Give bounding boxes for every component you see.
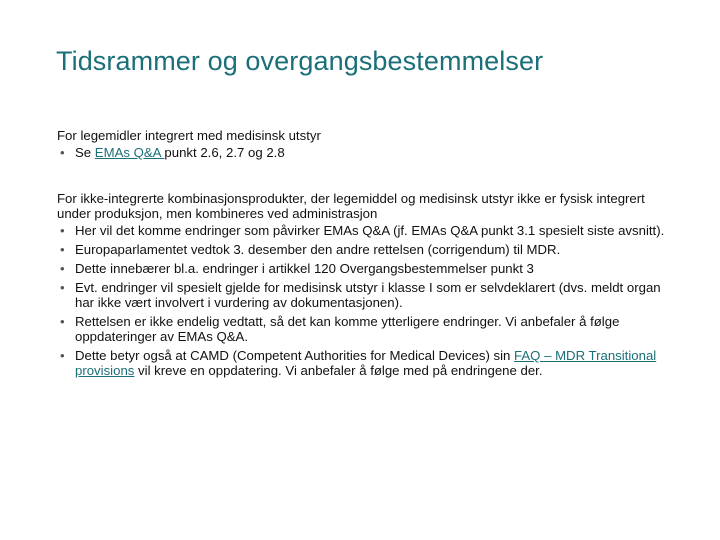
slide-title: Tidsrammer og overgangsbestemmelser	[56, 46, 544, 76]
list-item	[57, 348, 667, 378]
bullet-text: vil kreve en oppdatering. Vi anbefaler å følge med på endringene der.	[134, 363, 543, 378]
list-item: • Europaparlamentet vedtok 3. desember den andre rettelsen (corrigendum) til MDR.	[57, 242, 667, 257]
slide-body	[57, 128, 667, 382]
bullet-text: Dette betyr også at CAMD (Competent Authorities for Medical Devices) sin	[75, 348, 515, 363]
list-item: • Rettelsen er ikke endelig vedtatt, så det kan komme ytterligere endringer. Vi anbefaler å følge oppdateringer av EMAs Q&A.	[57, 314, 667, 344]
camd-faq-link[interactable]: FAQ – MDR Transitional provisions	[75, 348, 657, 378]
bullet-list-integrated	[57, 145, 667, 160]
list-item	[57, 145, 667, 160]
bullet-text: Se	[75, 145, 95, 160]
section-heading-integrated: For legemidler integrert med medisinsk utstyr	[57, 128, 321, 143]
bullet-list-non-integrated	[57, 223, 667, 378]
bullet-text: punkt 2.6, 2.7 og 2.8	[164, 145, 285, 160]
list-item: • Her vil det komme endringer som påvirker EMAs Q&A (jf. EMAs Q&A punkt 3.1 spesielt siste avsnitt).	[57, 223, 667, 238]
list-item: • Evt. endringer vil spesielt gjelde for medisinsk utstyr i klasse I som er selvdeklarert (dvs. meldt organ har ikke vært involvert i vurdering av dokumentasjonen).	[57, 280, 667, 310]
ema-qa-link[interactable]: EMAs Q&A	[94, 145, 165, 160]
section-heading-non-integrated: For ikke-integrerte kombinasjonsprodukter, der legemiddel og medisinsk utstyr ikke er fysisk integrert under produksjon, men kombineres ved administrasjon	[57, 191, 645, 221]
list-item: • Dette innebærer bl.a. endringer i artikkel 120 Overgangsbestemmelser punkt 3	[57, 261, 667, 276]
